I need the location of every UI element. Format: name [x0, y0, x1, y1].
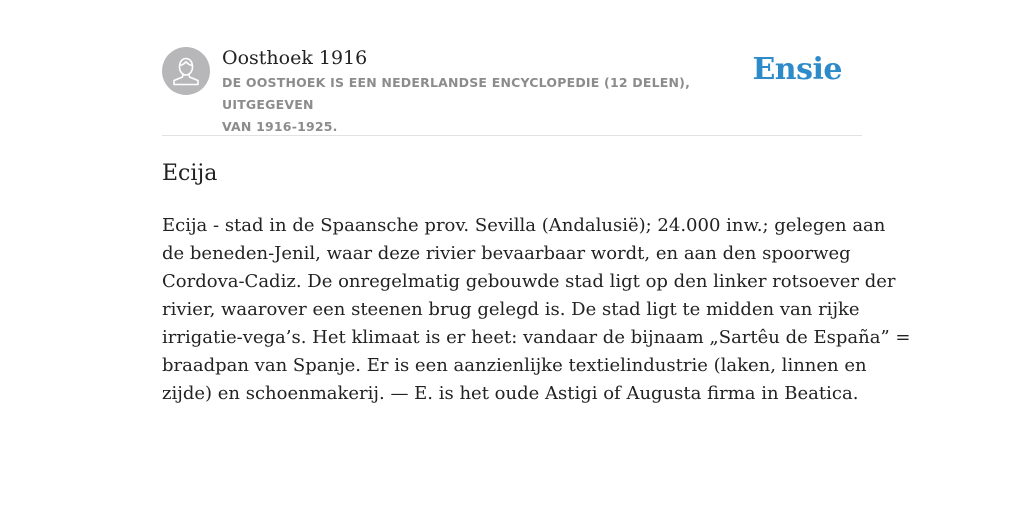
entry-title: Ecija	[162, 161, 218, 186]
source-title[interactable]: Oosthoek 1916	[222, 47, 368, 69]
source-description-line: VAN 1916-1925.	[222, 119, 338, 134]
entry-body-line: braadpan van Spanje. Er is een aanzienlijke textielindustrie (laken, linnen en	[162, 355, 867, 376]
entry-body-line: Ecija - stad in de Spaansche prov. Sevilla (Andalusië); 24.000 inw.; gelegen aan	[162, 215, 886, 236]
avatar[interactable]	[162, 47, 210, 95]
entry-body-line: de beneden-Jenil, waar deze rivier bevaarbaar wordt, en aan den spoorweg	[162, 243, 851, 264]
entry-body-line: zijde) en schoenmakerij. — E. is het oude Astigi of Augusta firma in Beatica.	[162, 383, 859, 404]
entry-body	[162, 212, 911, 408]
source-header	[162, 44, 862, 134]
source-description	[222, 72, 762, 138]
source-description-line: DE OOSTHOEK IS EEN NEDERLANDSE ENCYCLOPEDIE (12 DELEN), UITGEGEVEN	[222, 75, 691, 112]
entry-body-line: rivier, waarover een steenen brug gelegd is. De stad ligt te midden van rijke	[162, 299, 860, 320]
brand-logo[interactable]: Ensie	[752, 52, 842, 87]
entry-body-line: Cordova-Cadiz. De onregelmatig gebouwde stad ligt op den linker rotsoever der	[162, 271, 896, 292]
divider	[162, 135, 862, 136]
entry-body-line: irrigatie-vega’s. Het klimaat is er heet: vandaar de bijnaam „Sartêu de España” =	[162, 327, 911, 348]
user-icon	[162, 47, 210, 95]
